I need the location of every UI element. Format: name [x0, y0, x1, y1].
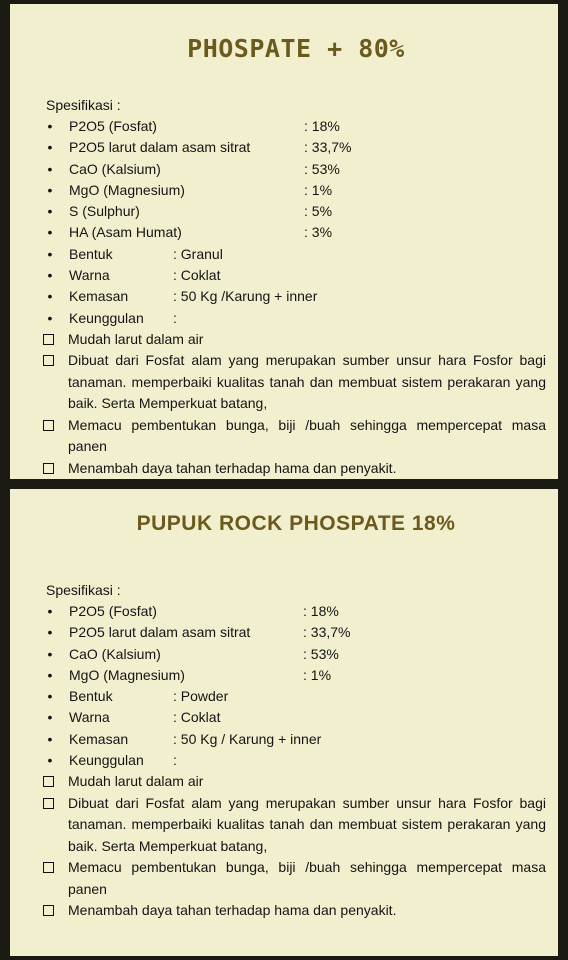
advantage-text: Menambah daya tahan terhadap hama dan penyakit. [68, 902, 397, 919]
spec-label: P2O5 larut dalam asam sitrat [69, 624, 251, 641]
spec-label: P2O5 larut dalam asam sitrat [69, 139, 251, 156]
spec-item [46, 308, 546, 329]
advantages-list [46, 329, 546, 480]
spec-item [46, 286, 546, 307]
spec-value: : Powder [173, 688, 229, 705]
bullet-icon: • [47, 160, 53, 177]
spec-item [46, 137, 546, 158]
spec-label: MgO (Magnesium) [69, 666, 185, 683]
spec-value: : 3% [304, 224, 333, 241]
spec-value: : 53% [304, 160, 340, 177]
advantage-text: Mudah larut dalam air [68, 330, 204, 347]
bullet-icon: • [47, 267, 53, 284]
advantage-item [46, 458, 546, 480]
spec-item [46, 622, 546, 643]
spec-value: : [173, 752, 177, 769]
advantage-text: Memacu pembentukan bunga, biji /buah sehingga mempercepat masa panen [68, 416, 546, 455]
advantage-item [46, 771, 546, 793]
spec-value: : 5% [304, 203, 333, 220]
spec-label: Kemasan [69, 288, 129, 305]
bullet-icon: • [47, 603, 53, 619]
advantage-item [46, 350, 546, 415]
spec-item [46, 665, 546, 686]
checkbox-icon [43, 905, 54, 916]
advantage-item [46, 329, 546, 351]
spec-item [46, 644, 546, 665]
checkbox-icon [43, 355, 54, 366]
spec-label: Keunggulan [69, 752, 144, 769]
bullet-icon: • [47, 730, 53, 747]
spec-label: Kemasan [69, 730, 129, 747]
checkbox-icon [43, 334, 54, 345]
spec-item [46, 750, 546, 771]
spec-value: : 1% [304, 181, 333, 198]
product-card-rock-phospate-18 [10, 489, 558, 956]
spec-label: Warna [69, 709, 110, 726]
bullet-icon: • [47, 666, 53, 683]
bullet-icon: • [47, 309, 53, 326]
spec-label: Keunggulan [69, 309, 144, 326]
spec-label: Bentuk [69, 245, 113, 262]
advantage-text: Menambah daya tahan terhadap hama dan penyakit. [68, 459, 397, 476]
bullet-icon: • [47, 203, 53, 220]
spec-label: CaO (Kalsium) [69, 645, 161, 662]
spec-label: S (Sulphur) [69, 203, 140, 220]
product-title: PHOSPATE + 80% [187, 34, 405, 63]
spec-item [46, 686, 546, 707]
advantages-list [46, 771, 546, 922]
bullet-icon: • [47, 688, 53, 705]
spec-item [46, 729, 546, 750]
bullet-icon: • [47, 624, 53, 641]
spec-label: Bentuk [69, 688, 113, 705]
bullet-icon: • [47, 224, 53, 241]
spec-item [46, 222, 546, 243]
bullet-icon: • [47, 139, 53, 156]
advantage-item [46, 415, 546, 458]
advantage-item [46, 793, 546, 858]
spec-value: : 33,7% [303, 624, 351, 641]
advantage-item [46, 900, 546, 922]
spec-item [46, 159, 546, 180]
spec-label: HA (Asam Humat) [69, 224, 182, 241]
bullet-icon: • [47, 181, 53, 198]
checkbox-icon [43, 420, 54, 431]
spec-label: Warna [69, 267, 110, 284]
spec-item [46, 244, 546, 265]
spec-value: : 33,7% [304, 139, 352, 156]
checkbox-icon [43, 776, 54, 787]
spec-value: : 1% [303, 666, 332, 683]
advantage-text: Dibuat dari Fosfat alam yang merupakan sumber unsur hara Fosfor bagi tanaman. memperbaiki kualitas tanah dan membuat sistem perakaran yang baik. Serta Memperkuat batang, [68, 794, 546, 854]
product-title: PUPUK ROCK PHOSPATE 18% [136, 512, 456, 535]
spec-label: MgO (Magnesium) [69, 181, 185, 198]
bullet-icon: • [47, 245, 53, 262]
bullet-icon: • [47, 752, 53, 769]
spec-value: : 18% [304, 118, 340, 134]
checkbox-icon [43, 862, 54, 873]
spec-item [46, 601, 546, 622]
spec-value: : 50 Kg / Karung + inner [173, 730, 322, 747]
spec-value: : 50 Kg /Karung + inner [173, 288, 318, 305]
spec-value: : 18% [303, 603, 339, 619]
spec-item [46, 116, 546, 137]
advantage-text: Dibuat dari Fosfat alam yang merupakan sumber unsur hara Fosfor bagi tanaman. memperbaiki kualitas tanah dan membuat sistem perakaran yang baik. Serta Memperkuat batang, [68, 352, 546, 412]
advantage-text: Memacu pembentukan bunga, biji /buah sehingga mempercepat masa panen [68, 859, 546, 897]
bullet-icon: • [47, 709, 53, 726]
spec-label: P2O5 (Fosfat) [69, 118, 157, 134]
advantage-text: Mudah larut dalam air [68, 773, 204, 790]
bullet-icon: • [47, 118, 53, 134]
spec-list [46, 116, 546, 329]
spec-heading: Spesifikasi : [46, 97, 121, 113]
product-card-phospate-80 [10, 4, 558, 479]
spec-item [46, 707, 546, 728]
spec-item [46, 180, 546, 201]
spec-item [46, 201, 546, 222]
spec-label: P2O5 (Fosfat) [69, 603, 157, 619]
spec-value: : [173, 309, 177, 326]
spec-list [46, 601, 546, 771]
spec-value: : 53% [303, 645, 339, 662]
spec-label: CaO (Kalsium) [69, 160, 161, 177]
advantage-item [46, 857, 546, 900]
checkbox-icon [43, 463, 54, 474]
spec-value: : Coklat [173, 709, 221, 726]
spec-value: : Granul [173, 245, 223, 262]
spec-value: : Coklat [173, 267, 221, 284]
bullet-icon: • [47, 645, 53, 662]
spec-item [46, 265, 546, 286]
spec-heading: Spesifikasi : [46, 582, 121, 598]
bullet-icon: • [47, 288, 53, 305]
checkbox-icon [43, 798, 54, 809]
